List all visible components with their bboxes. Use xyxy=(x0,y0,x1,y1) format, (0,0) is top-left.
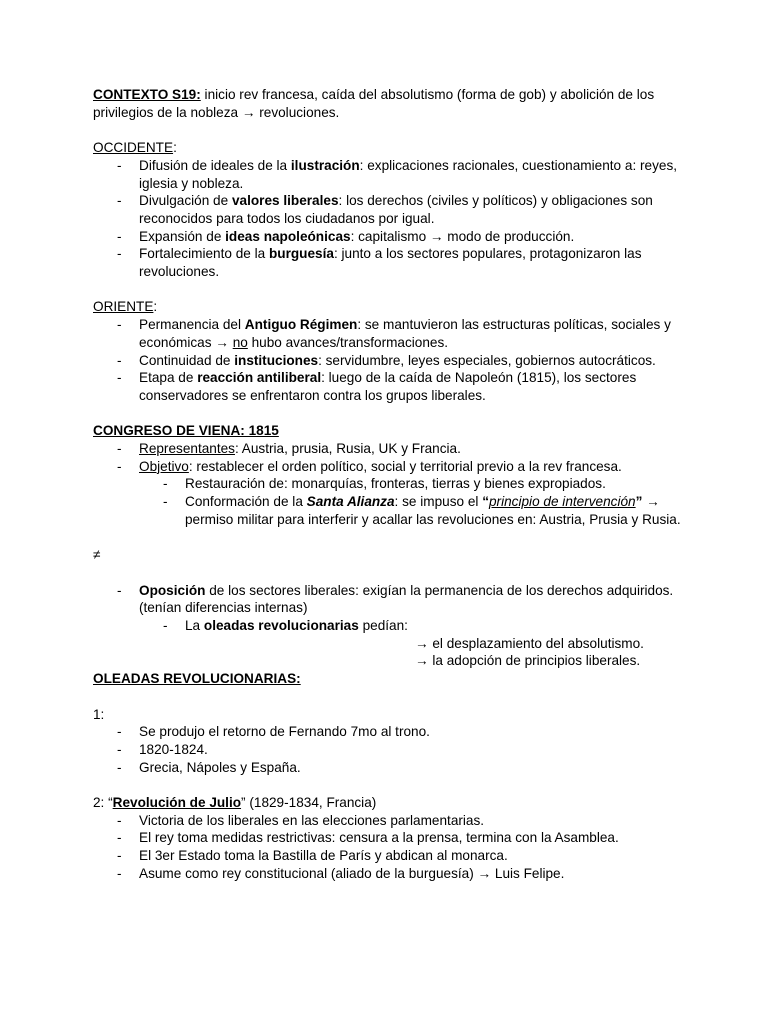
ola2-label: 2: “Revolución de Julio” (1829-1834, Francia) xyxy=(93,795,377,811)
list-item: - El rey toma medidas restrictivas: censura a la prensa, termina con la Asamblea. xyxy=(117,830,619,846)
arrow-line: → el desplazamiento del absolutismo. xyxy=(415,635,644,651)
arrow-line: → la adopción de principios liberales. xyxy=(415,653,641,669)
oriente-heading: ORIENTE: xyxy=(93,299,158,315)
list-item: - Victoria de los liberales en las elecciones parlamentarias. xyxy=(117,812,485,828)
list-item: - Permanencia del Antiguo Régimen: se mantuvieron las estructuras políticas, sociales y económicas → no hubo avances/transformaciones. xyxy=(117,317,671,350)
ola1-label: 1: xyxy=(93,706,105,722)
document-page xyxy=(93,86,683,883)
not-equal-symbol: ≠ xyxy=(93,547,101,563)
congreso-list xyxy=(93,440,683,529)
ola2-list xyxy=(93,812,683,883)
list-item: - Representantes: Austria, prusia, Rusia, UK y Francia. xyxy=(117,441,461,457)
list-item: - Oposición de los sectores liberales: exigían la permanencia de los derechos adquiridos. (tenían diferencias internas) xyxy=(117,582,674,616)
oposicion-list xyxy=(93,582,683,635)
congreso-heading: CONGRESO DE VIENA: 1815 xyxy=(93,423,279,439)
list-item: - Continuidad de instituciones: servidumbre, leyes especiales, gobiernos autocráticos. xyxy=(117,352,656,368)
list-item: - El 3er Estado toma la Bastilla de París y abdican al monarca. xyxy=(117,848,508,864)
occidente-list xyxy=(93,157,683,281)
oriente-list xyxy=(93,316,683,405)
list-item: - 1820-1824. xyxy=(117,741,208,757)
list-item: - Difusión de ideales de la ilustración: explicaciones racionales, cuestionamiento a: reyes, iglesia y nobleza. xyxy=(117,157,678,191)
list-item: - Asume como rey constitucional (aliado de la burguesía) → Luis Felipe. xyxy=(117,865,565,881)
occidente-heading: OCCIDENTE: xyxy=(93,140,177,156)
list-item: - La oleadas revolucionarias pedían: xyxy=(163,618,408,634)
oleadas-heading: OLEADAS REVOLUCIONARIAS: xyxy=(93,671,301,687)
list-item: - Grecia, Nápoles y España. xyxy=(117,759,301,775)
contexto-heading: CONTEXTO S19: xyxy=(93,87,201,102)
contexto-paragraph: CONTEXTO S19: inicio rev francesa, caída del absolutismo (forma de gob) y abolición de los privilegios de la nobleza → revoluciones. xyxy=(93,87,655,120)
list-item: - Divulgación de valores liberales: los derechos (civiles y políticos) y obligaciones son reconocidos para todos los ciudadanos por igual. xyxy=(117,193,653,226)
list-item: - Etapa de reacción antiliberal: luego de la caída de Napoleón (1815), los sectores conservadores se enfrentaron contra los grupos liberales. xyxy=(117,370,637,403)
list-item: - Expansión de ideas napoleónicas: capitalismo → modo de producción. xyxy=(117,228,575,244)
list-item: - Conformación de la Santa Alianza: se impuso el “principio de intervención” → permiso militar para interferir y acallar las revoluciones en: Austria, Prusia y Rusia. xyxy=(163,494,681,527)
list-item: - Objetivo: restablecer el orden político, social y territorial previo a la rev francesa. xyxy=(117,458,622,474)
list-item: - Fortalecimiento de la burguesía: junto a los sectores populares, protagonizaron las revoluciones. xyxy=(117,246,642,280)
list-item: - Se produjo el retorno de Fernando 7mo al trono. xyxy=(117,724,430,740)
list-item: - Restauración de: monarquías, fronteras, tierras y bienes expropiados. xyxy=(163,476,606,492)
ola1-list xyxy=(93,723,683,776)
